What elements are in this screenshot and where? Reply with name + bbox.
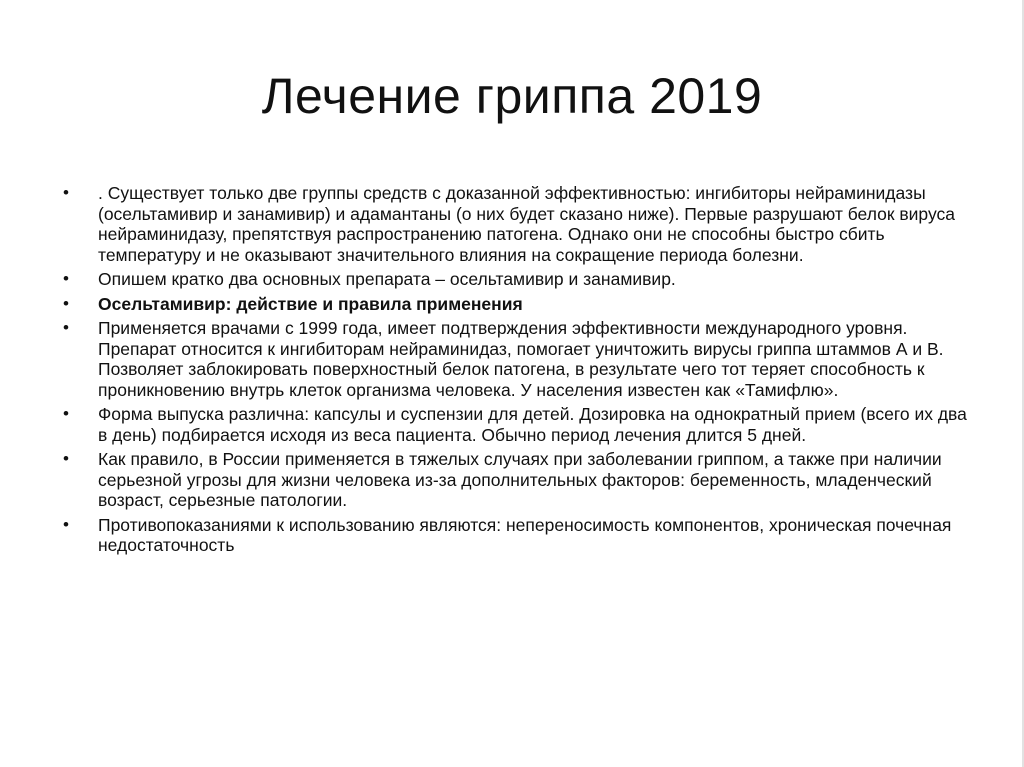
bullet-item xyxy=(60,318,970,400)
bullet-dot-icon: • xyxy=(63,269,69,288)
bullet-dot-icon: • xyxy=(63,514,69,534)
bullet-dot-icon: • xyxy=(63,404,69,423)
bullet-dot-icon: • xyxy=(63,318,69,337)
bullet-text: Форма выпуска различна: капсулы и суспензии для детей. Дозировка на однократный прием (всего их два в день) подбирается исходя из веса пациента. Обычно период лечения длится 5 дней. xyxy=(98,404,967,445)
bullet-text: Применяется врачами с 1999 года, имеет подтверждения эффективности международного уровня. Препарат относится к ингибиторам нейраминидаз, помогает уничтожить вирусы гриппа штаммов А и В. Позволяет заблокировать поверхностный белок патогена, в результате чего тот теряет способность к проникновению внутрь клеток организма человека. У населения известен как «Тамифлю». xyxy=(98,318,944,400)
bullet-text: Осельтамивир: действие и правила применения xyxy=(98,293,523,314)
bullet-text: Опишем кратко два основных препарата – осельтамивир и занамивир. xyxy=(98,269,676,289)
bullet-item xyxy=(60,269,970,290)
bullet-dot-icon: • xyxy=(63,293,69,313)
bullet-item xyxy=(60,515,970,556)
bullet-item xyxy=(60,183,970,265)
bullet-list xyxy=(60,183,970,560)
bullet-item-heading xyxy=(60,294,970,315)
bullet-item xyxy=(60,404,970,445)
slide-title: Лечение гриппа 2019 xyxy=(261,68,763,124)
bullet-dot-icon: • xyxy=(63,183,69,202)
bullet-text: Противопоказаниями к использованию являются: непереносимость компонентов, хроническая почечная недостаточность xyxy=(98,514,952,555)
bullet-dot-icon: • xyxy=(63,449,69,468)
bullet-text: . Существует только две группы средств с доказанной эффективностью: ингибиторы нейраминидазы (осельтамивир и занамивир) и адамантаны (о них будет сказано ниже). Первые разрушают белок вируса нейраминидазу, препятствуя распространению патогена. Однако они не способны быстро сбить температуру и не оказывают значительного влияния на сокращение периода болезни. xyxy=(98,183,955,265)
bullet-text: Как правило, в России применяется в тяжелых случаях при заболевании гриппом, а также при наличии серьезной угрозы для жизни человека из-за дополнительных факторов: беременность, младенческий возраст, серьезные патологии. xyxy=(98,449,942,510)
bullet-item xyxy=(60,449,970,511)
